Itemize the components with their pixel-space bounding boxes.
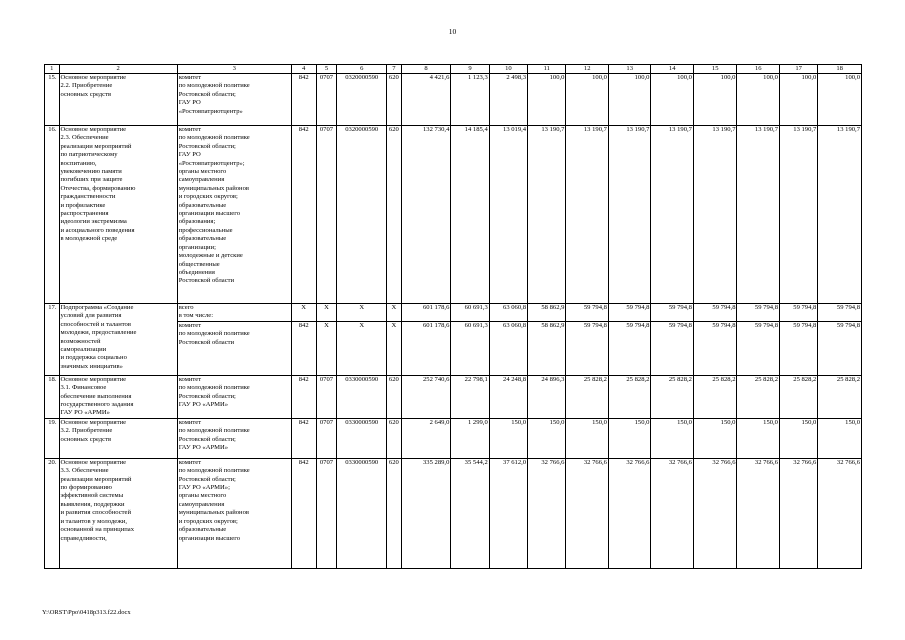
- column-header: 1: [45, 65, 60, 74]
- table-cell: 13 190,7: [737, 126, 780, 304]
- table-row: [45, 126, 862, 304]
- event-name: Подпрограмма «Создание условий для развития способностей и талантов молодежи, предоставление возможностей самореализации и поддержка социально значимых инициатив»: [59, 304, 177, 376]
- table-cell: 620: [387, 74, 402, 126]
- table-cell: 59 794,8: [779, 304, 817, 322]
- row-number: 20.: [45, 458, 60, 568]
- executor: комитет по молодежной политике Ростовской области; ГАУ РО «АРМИ»: [177, 375, 291, 418]
- table-cell: 100,0: [693, 74, 737, 126]
- table-cell: 150,0: [528, 418, 566, 458]
- column-header: 14: [651, 65, 694, 74]
- row-number: 16.: [45, 126, 60, 304]
- table-cell: 620: [387, 375, 402, 418]
- table-cell: 63 060,8: [489, 321, 527, 375]
- table-cell: 842: [291, 375, 316, 418]
- table-cell: 842: [291, 321, 316, 375]
- column-header: 18: [818, 65, 862, 74]
- table-cell: 37 612,0: [489, 458, 527, 568]
- table-cell: 842: [291, 126, 316, 304]
- event-name: Основное мероприятие 2.3. Обеспечение реализации мероприятий по патриотическому воспитанию, увековечению памяти погибших при защите Отечества, формированию гражданственности и профилактике распространения идеологии экстремизма и асоциального поведения в молодежной среде: [59, 126, 177, 304]
- table-cell: X: [337, 321, 387, 375]
- row-number: 19.: [45, 418, 60, 458]
- row-number: 15.: [45, 74, 60, 126]
- column-header: 12: [566, 65, 609, 74]
- page-number: 10: [448, 27, 457, 36]
- table-cell: 100,0: [608, 74, 651, 126]
- table-cell: 25 828,2: [818, 375, 862, 418]
- table-cell: 59 794,8: [737, 321, 780, 375]
- table-cell: 32 766,6: [779, 458, 817, 568]
- table-cell: 13 019,4: [489, 126, 527, 304]
- table-cell: 24 248,8: [489, 375, 527, 418]
- table-cell: 59 794,8: [779, 321, 817, 375]
- table-cell: 25 828,2: [779, 375, 817, 418]
- table-cell: 32 766,6: [528, 458, 566, 568]
- table-cell: 32 766,6: [693, 458, 737, 568]
- table-cell: 59 794,8: [737, 304, 780, 322]
- column-header: 2: [59, 65, 177, 74]
- table-row: [45, 458, 862, 568]
- table-cell: 32 766,6: [818, 458, 862, 568]
- table-cell: 150,0: [566, 418, 609, 458]
- table-cell: 14 185,4: [451, 126, 489, 304]
- table-cell: 58 862,9: [528, 304, 566, 322]
- executor: комитет по молодежной политике Ростовской области: [177, 321, 291, 375]
- column-header: 6: [337, 65, 387, 74]
- table-cell: 620: [387, 458, 402, 568]
- table-cell: 150,0: [651, 418, 694, 458]
- table-cell: 100,0: [779, 74, 817, 126]
- table-cell: X: [387, 304, 402, 322]
- table-cell: 59 794,8: [651, 304, 694, 322]
- row-number: 17.: [45, 304, 60, 376]
- column-header: 10: [489, 65, 527, 74]
- column-header: 4: [291, 65, 316, 74]
- table-cell: 59 794,8: [693, 321, 737, 375]
- column-header: 3: [177, 65, 291, 74]
- table-cell: 32 766,6: [651, 458, 694, 568]
- table-cell: X: [291, 304, 316, 322]
- table-cell: 0320000590: [337, 74, 387, 126]
- column-header: 16: [737, 65, 780, 74]
- table-cell: 63 060,8: [489, 304, 527, 322]
- table-cell: 59 794,8: [608, 321, 651, 375]
- table-cell: 13 190,7: [566, 126, 609, 304]
- table-cell: 150,0: [489, 418, 527, 458]
- table-cell: 25 828,2: [651, 375, 694, 418]
- table-cell: 335 289,0: [401, 458, 451, 568]
- row-number: 18.: [45, 375, 60, 418]
- table-cell: 150,0: [737, 418, 780, 458]
- table-cell: 2 498,3: [489, 74, 527, 126]
- table-cell: 100,0: [737, 74, 780, 126]
- table-cell: X: [316, 304, 337, 322]
- event-name: Основное мероприятие 2.2. Приобретение основных средств: [59, 74, 177, 126]
- table-cell: 59 794,8: [818, 321, 862, 375]
- table-cell: 58 862,9: [528, 321, 566, 375]
- table-cell: 842: [291, 418, 316, 458]
- table-cell: 35 544,2: [451, 458, 489, 568]
- table-cell: 13 190,7: [779, 126, 817, 304]
- table-cell: 13 190,7: [651, 126, 694, 304]
- column-header: 7: [387, 65, 402, 74]
- table-cell: 620: [387, 126, 402, 304]
- event-name: Основное мероприятие 3.1. Финансовое обеспечение выполнения государственного задания ГАУ РО «АРМИ»: [59, 375, 177, 418]
- budget-table: [44, 64, 862, 569]
- table-cell: 0707: [316, 375, 337, 418]
- table-cell: 59 794,8: [608, 304, 651, 322]
- table-cell: 13 190,7: [693, 126, 737, 304]
- table-cell: 0330000590: [337, 458, 387, 568]
- table-cell: 24 896,3: [528, 375, 566, 418]
- table-cell: 150,0: [608, 418, 651, 458]
- table-cell: 13 190,7: [528, 126, 566, 304]
- table-cell: 1 123,3: [451, 74, 489, 126]
- column-header: 13: [608, 65, 651, 74]
- table-cell: 25 828,2: [608, 375, 651, 418]
- table-cell: 60 691,3: [451, 304, 489, 322]
- table-cell: 25 828,2: [566, 375, 609, 418]
- executor: комитет по молодежной политике Ростовской области; ГАУ РО «АРМИ»; органы местного самоуправления муниципальных районов и городских округов; образовательные организации высшего: [177, 458, 291, 568]
- event-name: Основное мероприятие 3.2. Приобретение основных средств: [59, 418, 177, 458]
- table-cell: X: [387, 321, 402, 375]
- column-header: 15: [693, 65, 737, 74]
- table-cell: 59 794,8: [818, 304, 862, 322]
- table-cell: 100,0: [528, 74, 566, 126]
- table-cell: 13 190,7: [818, 126, 862, 304]
- table-cell: 59 794,8: [566, 321, 609, 375]
- table-row: [45, 74, 862, 126]
- footer-file-path: Y:\ORST\Ppo\0418p313.f22.docx: [42, 609, 131, 616]
- table-row: [45, 304, 862, 322]
- table-cell: 59 794,8: [693, 304, 737, 322]
- table-cell: X: [337, 304, 387, 322]
- table-cell: 100,0: [651, 74, 694, 126]
- table-cell: 32 766,6: [737, 458, 780, 568]
- table-row: [45, 375, 862, 418]
- column-header: 11: [528, 65, 566, 74]
- table-cell: 0707: [316, 126, 337, 304]
- executor: всего в том числе:: [177, 304, 291, 322]
- table-cell: 0330000590: [337, 418, 387, 458]
- column-header: 5: [316, 65, 337, 74]
- executor: комитет по молодежной политике Ростовской области; ГАУ РО «АРМИ»: [177, 418, 291, 458]
- table-cell: 0320000590: [337, 126, 387, 304]
- table-cell: 601 178,6: [401, 304, 451, 322]
- table-cell: 0707: [316, 418, 337, 458]
- table-cell: 25 828,2: [737, 375, 780, 418]
- table-cell: 0707: [316, 74, 337, 126]
- table-cell: 32 766,6: [566, 458, 609, 568]
- table-cell: 0330000590: [337, 375, 387, 418]
- table-cell: 842: [291, 458, 316, 568]
- table-cell: 150,0: [779, 418, 817, 458]
- table-cell: 100,0: [818, 74, 862, 126]
- table-cell: 132 730,4: [401, 126, 451, 304]
- table-cell: 25 828,2: [693, 375, 737, 418]
- table-cell: 0707: [316, 458, 337, 568]
- table-cell: 1 299,0: [451, 418, 489, 458]
- table-cell: 59 794,8: [566, 304, 609, 322]
- table-cell: 59 794,8: [651, 321, 694, 375]
- table-cell: 2 649,0: [401, 418, 451, 458]
- table-cell: 620: [387, 418, 402, 458]
- table-cell: 13 190,7: [608, 126, 651, 304]
- event-name: Основное мероприятие 3.3. Обеспечение реализации мероприятий по формированию эффективной системы выявления, поддержки и развития способностей и талантов у молодежи, основанной на принципах справедливости,: [59, 458, 177, 568]
- table-cell: 100,0: [566, 74, 609, 126]
- column-header: 17: [779, 65, 817, 74]
- table-cell: 22 798,1: [451, 375, 489, 418]
- table-header-row: [45, 65, 862, 74]
- executor: комитет по молодежной политике Ростовской области; ГАУ РО «Ростовпатриотцентр»; органы местного самоуправления муниципальных районов и городских округов; образовательные организации высшего образования; профессиональные образовательные организации; молодежные и детские общественные объединения Ростовской области: [177, 126, 291, 304]
- column-header: 8: [401, 65, 451, 74]
- table-cell: X: [316, 321, 337, 375]
- table-cell: 4 421,6: [401, 74, 451, 126]
- column-header: 9: [451, 65, 489, 74]
- table-cell: 32 766,6: [608, 458, 651, 568]
- table-cell: 601 178,6: [401, 321, 451, 375]
- table-cell: 60 691,3: [451, 321, 489, 375]
- table-cell: 150,0: [693, 418, 737, 458]
- table-cell: 150,0: [818, 418, 862, 458]
- executor: комитет по молодежной политике Ростовской области; ГАУ РО «Ростовпатриотцентр»: [177, 74, 291, 126]
- table-cell: 252 740,6: [401, 375, 451, 418]
- table-cell: 842: [291, 74, 316, 126]
- table-row: [45, 418, 862, 458]
